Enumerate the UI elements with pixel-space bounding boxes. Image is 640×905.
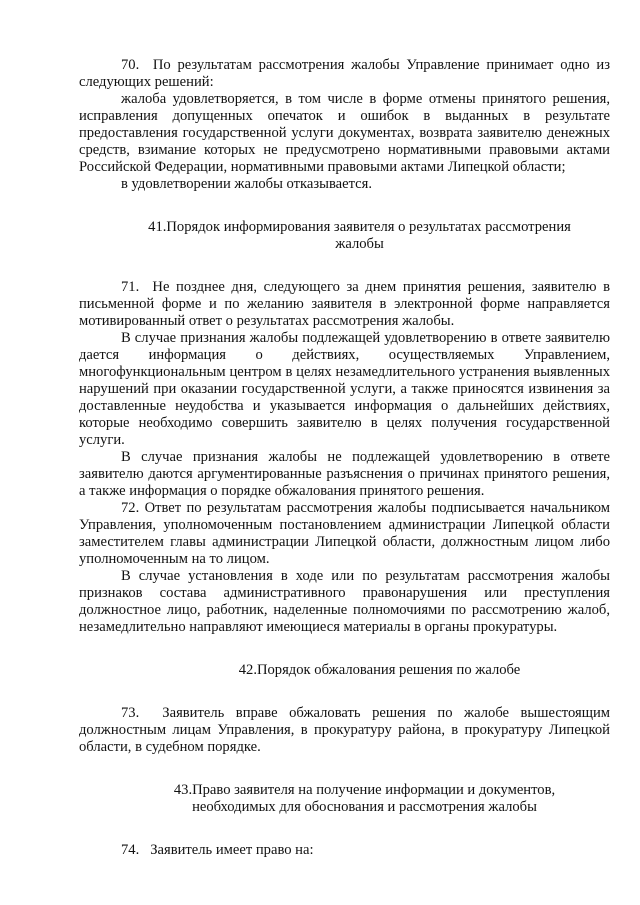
paragraph-70: 70. По результатам рассмотрения жалобы Управление принимает одно из следующих решений:	[79, 57, 610, 90]
paragraph-74: 74. Заявитель имеет право на:	[121, 842, 314, 858]
section-heading-43	[79, 782, 610, 816]
paragraph-71-satisfied: В случае признания жалобы подлежащей удовлетворению в ответе заявителю дается информация о действиях, осуществляемых Управлением, многофункциональным центром в целях незамедлительного устранения выявленных нарушений при оказании государственной услуги, а также приносятся извинения за доставленные неудобства и указывается информация о дальнейших действиях, которые необходимо совершить заявителю в целях получения государственной услуги.	[79, 330, 610, 448]
paragraph-72: 72. Ответ по результатам рассмотрения жалобы подписывается начальником Управления, уполномоченным постановлением администрации Липецкой области заместителем главы администрации Липецкой области, должностным лицом либо уполномоченным на то лицом.	[79, 500, 610, 567]
section-heading-41-line-2: жалобы	[335, 236, 384, 252]
paragraph-73: 73. Заявитель вправе обжаловать решения по жалобе вышестоящим должностным лицам Управления, в прокуратуру района, в прокуратуру Липецкой области, в судебном порядке.	[79, 705, 610, 755]
section-heading-42	[79, 662, 610, 679]
document-body	[79, 57, 610, 859]
paragraph-70-option-satisfied: жалоба удовлетворяется, в том числе в форме отмены принятого решения, исправления допущенных опечаток и ошибок в выданных в результате предоставления государственной услуги документах, возврата заявителю денежных средств, взимание которых не предусмотрено нормативными правовыми актами Российской Федерации, нормативными правовыми актами Липецкой области;	[79, 91, 610, 175]
section-heading-43-line-2: необходимых для обоснования и рассмотрения жалобы	[192, 799, 537, 815]
paragraph-71: 71. Не позднее дня, следующего за днем принятия решения, заявителю в письменной форме и по желанию заявителя в электронной форме направляется мотивированный ответ о результатах рассмотрения жалобы.	[79, 279, 610, 329]
section-heading-41	[79, 219, 610, 253]
paragraph-72-violation: В случае установления в ходе или по результатам рассмотрения жалобы признаков состава административного правонарушения или преступления должностное лицо, работник, наделенные полномочиями по рассмотрению жалоб, незамедлительно направляют имеющиеся материалы в органы прокуратуры.	[79, 568, 610, 635]
section-heading-43-line-1: 43.Право заявителя на получение информации и документов,	[173, 782, 556, 798]
section-heading-42-line-1: 42.Порядок обжалования решения по жалобе	[238, 662, 521, 678]
section-heading-41-line-1: 41.Порядок информирования заявителя о результатах рассмотрения	[148, 219, 571, 235]
paragraph-71-not-satisfied: В случае признания жалобы не подлежащей удовлетворению в ответе заявителю даются аргументированные разъяснения о причинах принятого решения, а также информация о порядке обжалования принятого решения.	[79, 449, 610, 499]
paragraph-70-option-refused: в удовлетворении жалобы отказывается.	[121, 176, 373, 192]
